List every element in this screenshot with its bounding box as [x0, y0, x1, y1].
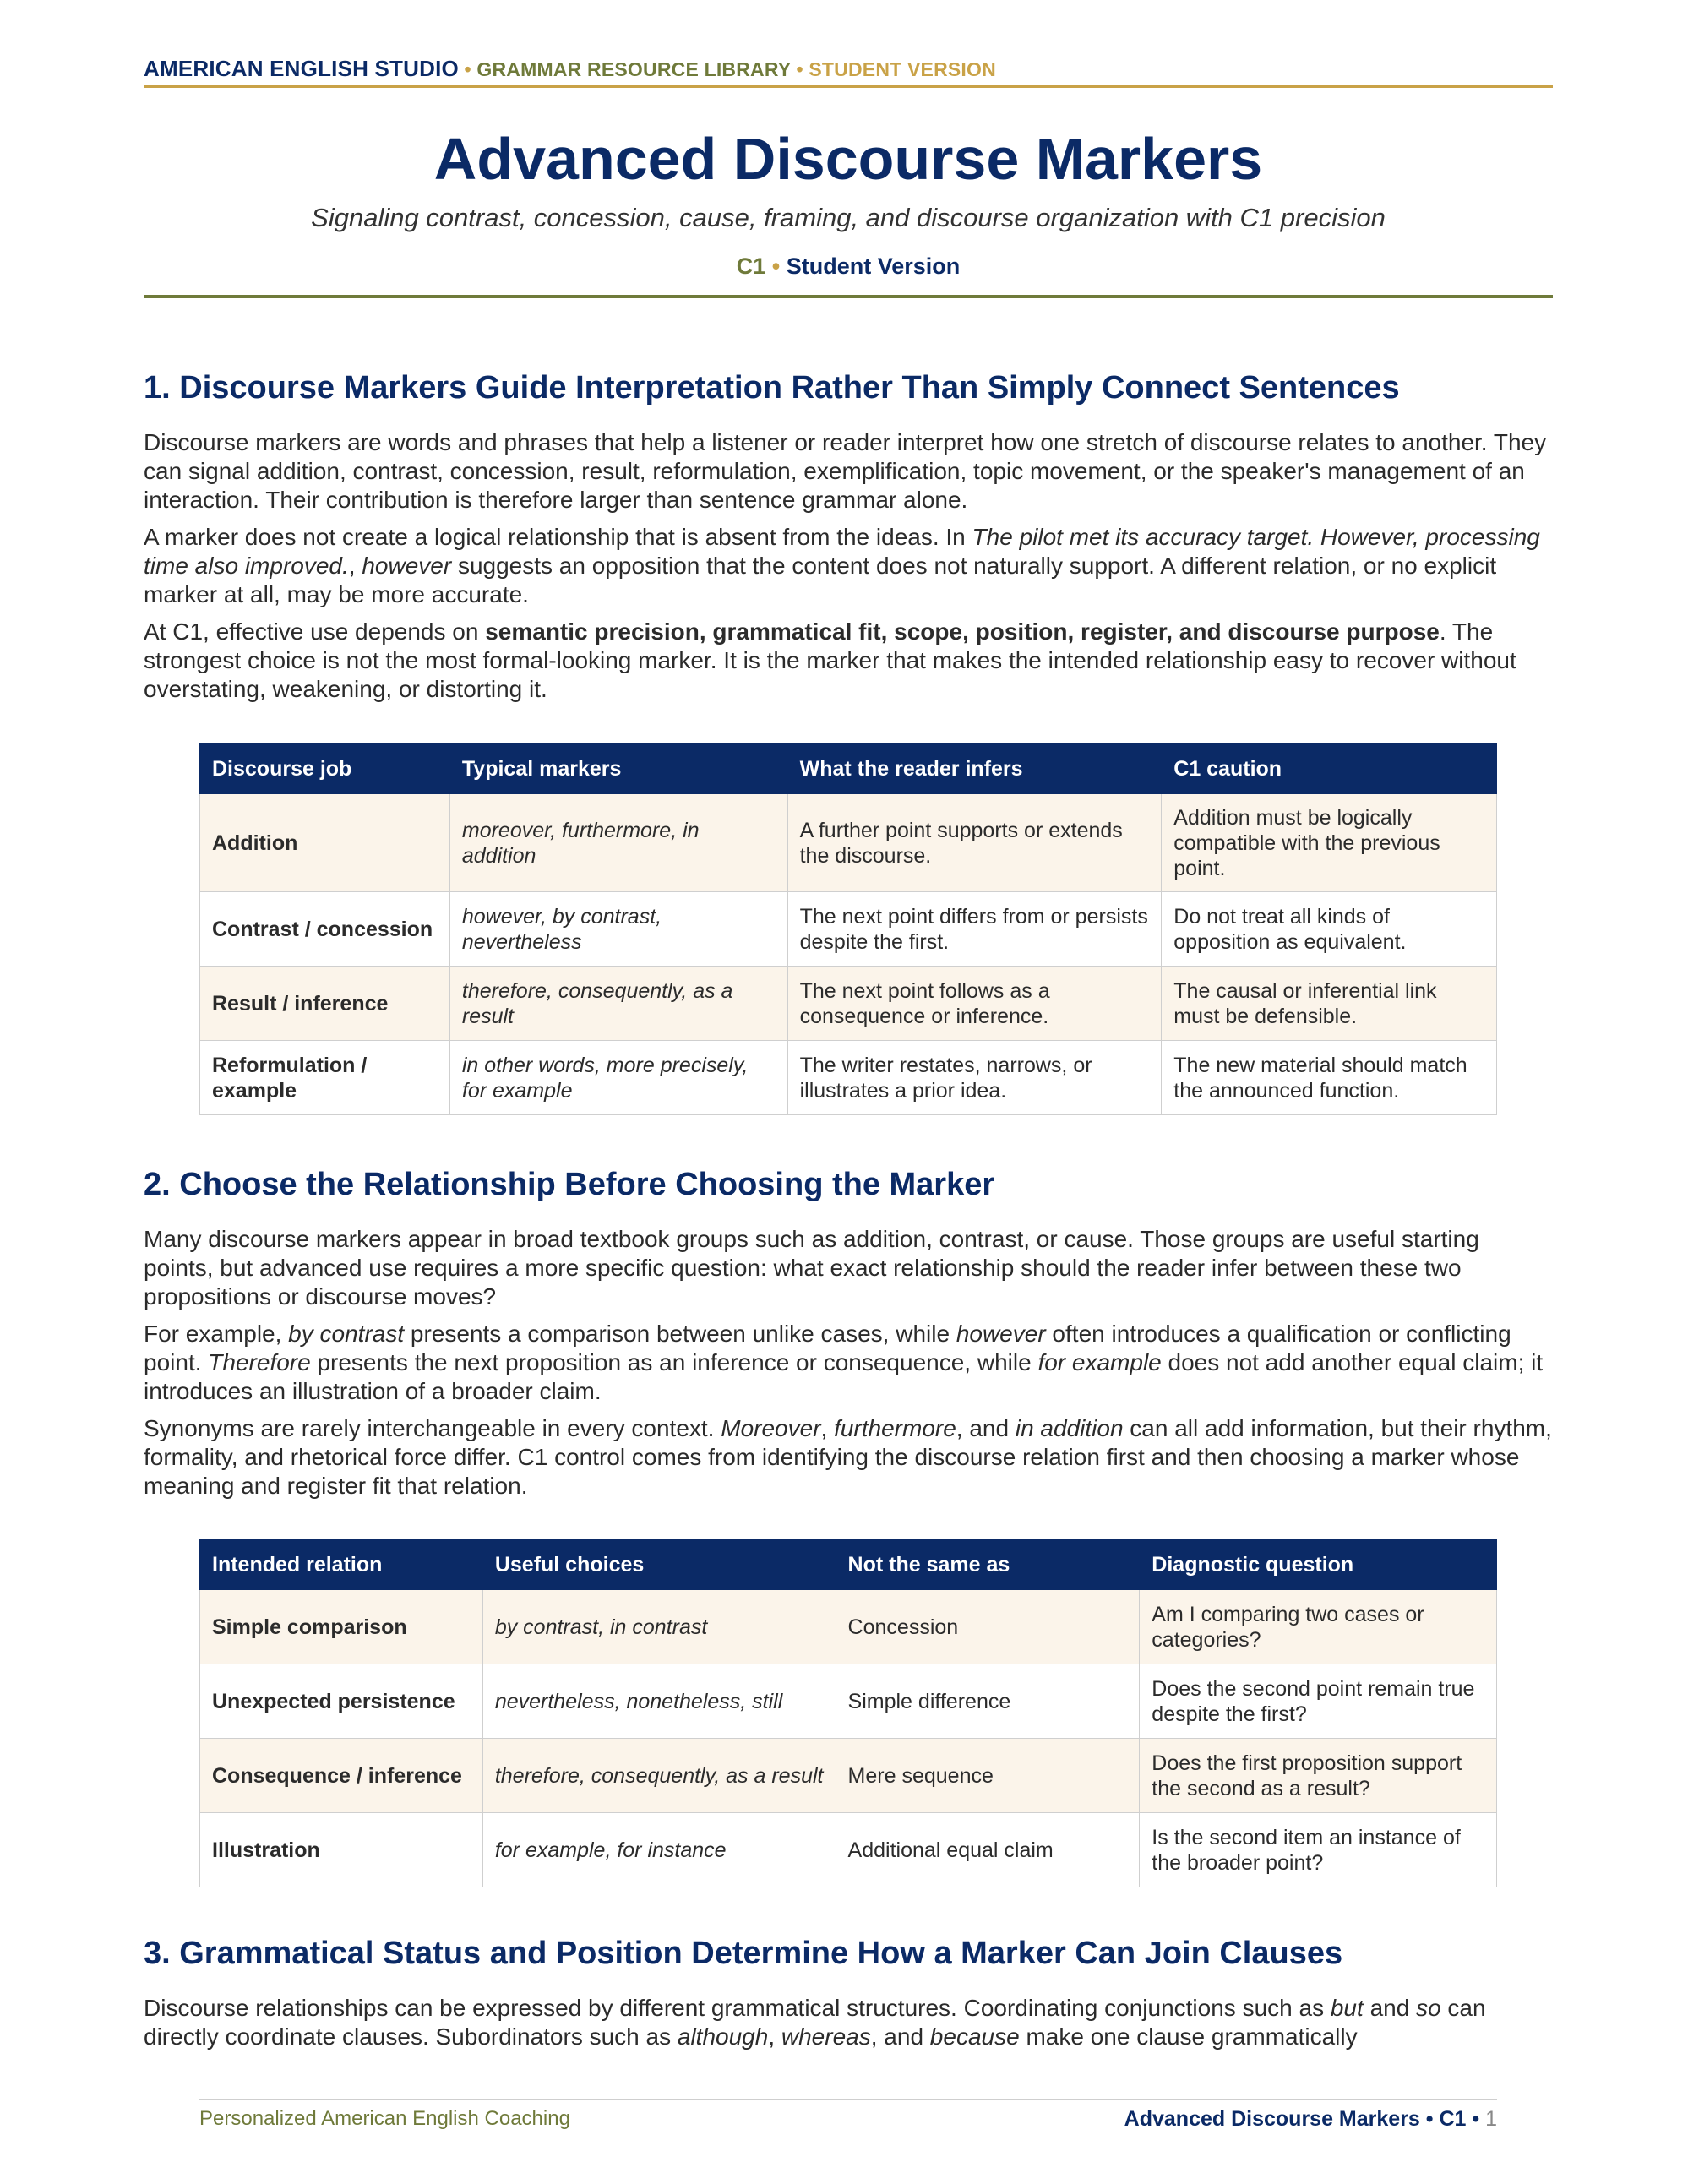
relations-table — [199, 1539, 1497, 1887]
page-subtitle: Signaling contrast, concession, cause, framing, and discourse organization with C1 precision — [311, 203, 1386, 232]
table-cell: Do not treat all kinds of opposition as equivalent. — [1162, 892, 1497, 967]
footer-doc-title: Advanced Discourse Markers • C1 • — [1124, 2107, 1480, 2131]
paragraph: For example, by contrast presents a comparison between unlike cases, while however often introduces a qualification or conflicting point. Therefore presents the next proposition as an inference or consequence, while for example does not add another equal claim; it introduces an illustration of a broader claim. — [144, 1321, 1544, 1404]
table-cell: by contrast, in contrast — [482, 1590, 836, 1664]
header-separator: • — [464, 58, 471, 80]
table-cell: Simple comparison — [200, 1590, 483, 1664]
column-header: Intended relation — [200, 1540, 483, 1590]
paragraph: Discourse markers are words and phrases that help a listener or reader interpret how one stretch of discourse relates to another. They can signal addition, contrast, concession, result, reformulation, exemplification, topic movement, or the speaker's management of an interaction. Their contribution is therefore larger than sentence grammar alone. — [144, 429, 1547, 513]
column-header: Typical markers — [449, 744, 787, 794]
column-header: Discourse job — [200, 744, 450, 794]
footer-title — [1124, 2107, 1497, 2132]
table-cell: Am I comparing two cases or categories? — [1140, 1590, 1497, 1664]
top-header — [144, 56, 996, 82]
discourse-jobs-table — [199, 743, 1497, 1115]
table-cell: Contrast / concession — [200, 892, 450, 967]
table-cell: Does the second point remain true despite the first? — [1140, 1664, 1497, 1739]
table-cell: The writer restates, narrows, or illustrates a prior idea. — [787, 1041, 1162, 1115]
table-cell: The next point differs from or persists despite the first. — [787, 892, 1162, 967]
paragraph: At C1, effective use depends on semantic precision, grammatical fit, scope, position, register, and discourse purpose. The strongest choice is not the most formal-looking marker. It is the marker that makes the intended relationship easy to recover without overstating, weakening, or distorting it. — [144, 618, 1516, 702]
footer-rule — [199, 2099, 1497, 2100]
table-cell: in other words, more precisely, for example — [449, 1041, 787, 1115]
table-header-row — [200, 1540, 1497, 1590]
table-cell: A further point supports or extends the discourse. — [787, 794, 1162, 892]
table-row — [200, 1664, 1497, 1739]
column-header: Diagnostic question — [1140, 1540, 1497, 1590]
table-cell: moreover, furthermore, in addition — [449, 794, 787, 892]
table-cell: Consequence / inference — [200, 1739, 483, 1813]
table-cell: The causal or inferential link must be defensible. — [1162, 967, 1497, 1041]
table-cell: therefore, consequently, as a result — [482, 1739, 836, 1813]
table-cell: therefore, consequently, as a result — [449, 967, 787, 1041]
table-cell: Unexpected persistence — [200, 1664, 483, 1739]
footer-brand: Personalized American English Coaching — [199, 2107, 570, 2130]
table-cell: Simple difference — [836, 1664, 1140, 1739]
library-name: GRAMMAR RESOURCE LIBRARY — [476, 58, 791, 80]
title-rule — [144, 295, 1553, 298]
table-cell: however, by contrast, nevertheless — [449, 892, 787, 967]
table-cell: Does the first proposition support the second as a result? — [1140, 1739, 1497, 1813]
table-cell: Reformulation / example — [200, 1041, 450, 1115]
table-cell: Additional equal claim — [836, 1813, 1140, 1887]
table-cell: Concession — [836, 1590, 1140, 1664]
table-cell: nevertheless, nonetheless, still — [482, 1664, 836, 1739]
table-cell: Addition — [200, 794, 450, 892]
paragraph: Synonyms are rarely interchangeable in every context. Moreover, furthermore, and in addition can all add information, but their rhythm, formality, and rhetorical force differ. C1 control comes from identifying the discourse relation first and then choosing a marker whose meaning and register fit that relation. — [144, 1415, 1552, 1499]
table-row — [200, 1041, 1497, 1115]
page-number: 1 — [1485, 2107, 1497, 2131]
level-label: C1 — [736, 253, 766, 279]
paragraph: Discourse relationships can be expressed by different grammatical structures. Coordinating conjunctions such as but and so can directly coordinate clauses. Subordinators such as although, whereas, and because make one clause grammatically — [144, 1995, 1486, 2050]
page-title: Advanced Discourse Markers — [433, 126, 1263, 192]
table-cell: The next point follows as a consequence or inference. — [787, 967, 1162, 1041]
version-label: STUDENT VERSION — [809, 58, 996, 80]
table-row — [200, 1590, 1497, 1664]
table-row — [200, 1813, 1497, 1887]
studio-name: AMERICAN ENGLISH STUDIO — [144, 56, 459, 81]
table-row — [200, 892, 1497, 967]
section-heading: 1. Discourse Markers Guide Interpretation Rather Than Simply Connect Sentences — [144, 370, 1400, 406]
table-header-row — [200, 744, 1497, 794]
table-cell: The new material should match the announced function. — [1162, 1041, 1497, 1115]
table-cell: Addition must be logically compatible with the previous point. — [1162, 794, 1497, 892]
section-heading: 2. Choose the Relationship Before Choosing the Marker — [144, 1167, 995, 1202]
column-header: Not the same as — [836, 1540, 1140, 1590]
paragraph: A marker does not create a logical relationship that is absent from the ideas. In The pilot met its accuracy target. However, processing time also improved., however suggests an opposition that the content does not naturally support. A different relation, or no explicit marker at all, may be more accurate. — [144, 524, 1540, 607]
paragraph: Many discourse markers appear in broad textbook groups such as addition, contrast, or cause. Those groups are useful starting points, but advanced use requires a more specific question: what exact relationship should the reader infer between these two propositions or discourse moves? — [144, 1226, 1479, 1310]
table-cell: Result / inference — [200, 967, 450, 1041]
table-cell: Illustration — [200, 1813, 483, 1887]
table-cell: Is the second item an instance of the broader point? — [1140, 1813, 1497, 1887]
column-header: What the reader infers — [787, 744, 1162, 794]
meta-separator: • — [771, 253, 781, 279]
section-heading: 3. Grammatical Status and Position Determine How a Marker Can Join Clauses — [144, 1936, 1343, 1971]
header-rule — [144, 85, 1553, 88]
version-label: Student Version — [786, 253, 961, 279]
table-row — [200, 1739, 1497, 1813]
level-line — [144, 253, 1553, 280]
table-row — [200, 794, 1497, 892]
header-separator: • — [796, 58, 803, 80]
table-cell: Mere sequence — [836, 1739, 1140, 1813]
table-row — [200, 967, 1497, 1041]
table-cell: for example, for instance — [482, 1813, 836, 1887]
column-header: C1 caution — [1162, 744, 1497, 794]
column-header: Useful choices — [482, 1540, 836, 1590]
